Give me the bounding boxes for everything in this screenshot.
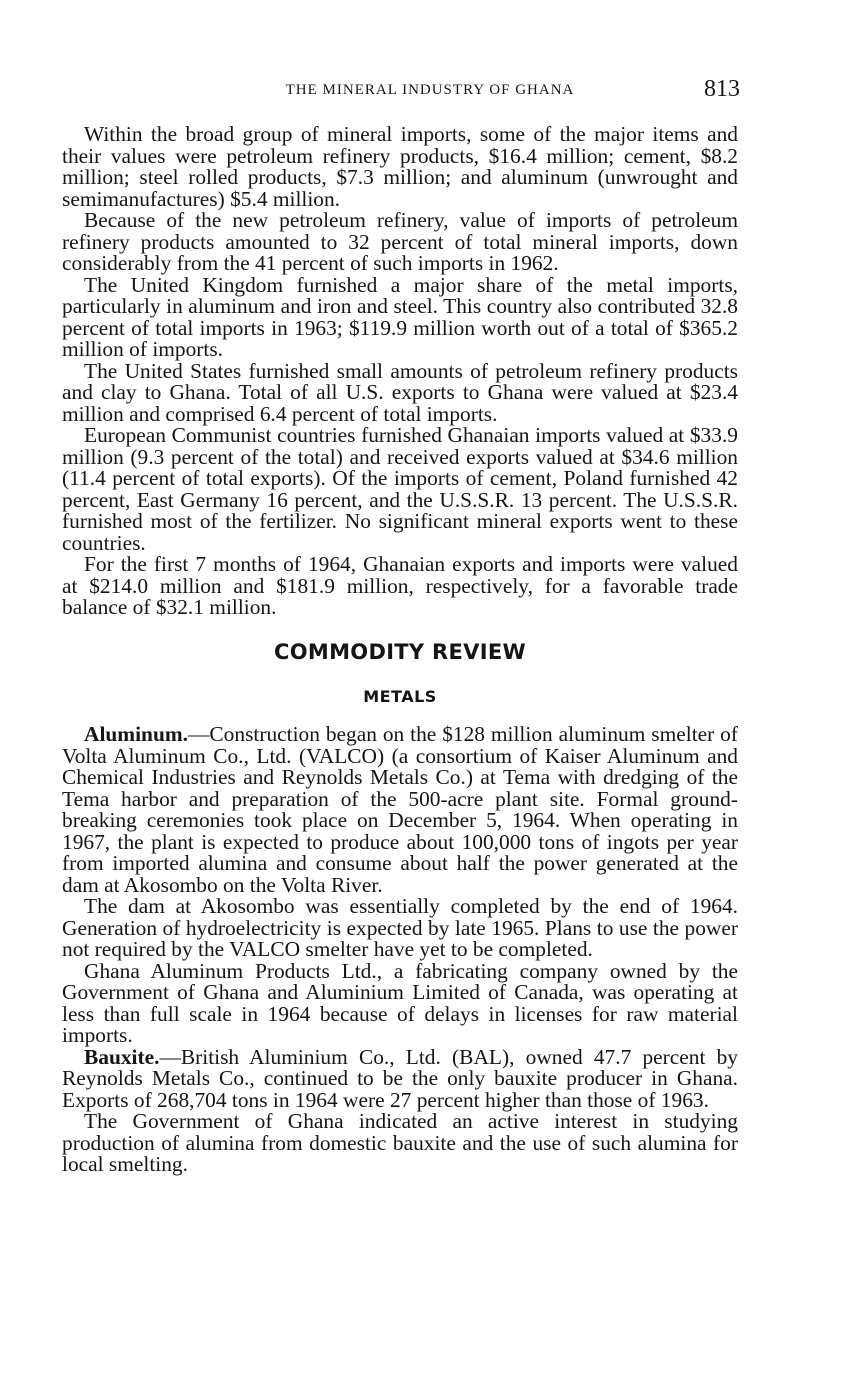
page-number: 813 bbox=[704, 76, 740, 102]
subsection-heading: METALS bbox=[363, 687, 437, 706]
trade-section bbox=[62, 124, 738, 619]
metals-section bbox=[62, 724, 738, 1176]
paragraph-akosombo-dam: The dam at Akosombo was essentially completed by the end of 1964. Generation of hydroelectricity is expected by late 1965. Plans to use the power not required by the VALCO smelter have yet to be completed. bbox=[62, 894, 738, 961]
paragraph-communist-countries: European Communist countries furnished Ghanaian imports valued at $33.9 million (9.3 percent of the total) and received exports valued at $34.6 million (11.4 percent of total exports). Of the imports of cement, Poland furnished 42 percent, East Germany 16 percent, and the U.S.S.R. 13 percent. The U.S.S.R. furnished most of the fertilizer. No significant mineral exports went to these countries. bbox=[62, 423, 738, 555]
paragraph-trade-balance: For the first 7 months of 1964, Ghanaian exports and imports were valued at $214.0 million and $181.9 million, respectively, for a favorable trade balance of $32.1 million. bbox=[62, 552, 738, 619]
paragraph-petroleum-refinery: Because of the new petroleum refinery, value of imports of petroleum refinery products amounted to 32 percent of total mineral imports, down considerably from the 41 percent of such imports in 1962. bbox=[62, 208, 738, 275]
paragraph-mineral-imports: Within the broad group of mineral imports, some of the major items and their values were petroleum refinery products, $16.4 million; cement, $8.2 million; steel rolled products, $7.3 million; and aluminum (unwrought and semimanufactures) $5.4 million. bbox=[62, 122, 738, 211]
run-in-aluminum: Aluminum. bbox=[84, 722, 189, 746]
aluminum-text: —Construction began on the $128 million aluminum smelter of Volta Aluminum Co., Ltd. (VALCO) (a consortium of Kaiser Aluminum and Chemical Industries and Reynolds Metals Co.) at Tema with dredging of the Tema harbor and preparation of the 500-acre plant site. Formal ground-breaking ceremonies took place on December 5, 1964. When operating in 1967, the plant is expected to produce about 100,000 tons of ingots per year from imported alumina and consume about half the power generated at the dam at Akosombo on the Volta River. bbox=[62, 722, 738, 897]
paragraph-alumina-study: The Government of Ghana indicated an active interest in studying production of alumina from domestic bauxite and the use of such alumina for local smelting. bbox=[62, 1109, 738, 1176]
running-title: THE MINERAL INDUSTRY OF GHANA bbox=[285, 82, 575, 98]
run-in-bauxite: Bauxite. bbox=[84, 1044, 160, 1069]
bauxite-text: —British Aluminium Co., Ltd. (BAL), owned 47.7 percent by Reynolds Metals Co., continued to be the only bauxite producer in Ghana. Exports of 268,704 tons in 1964 were 27 percent higher than those of 1963. bbox=[62, 1044, 738, 1112]
paragraph-united-states: The United States furnished small amounts of petroleum refinery products and clay to Ghana. Total of all U.S. exports to Ghana were valued at $23.4 million and comprised 6.4 percent of total imports. bbox=[62, 358, 738, 426]
paragraph-bauxite-producer bbox=[62, 1044, 738, 1112]
running-header bbox=[60, 70, 740, 110]
paragraph-united-kingdom: The United Kingdom furnished a major share of the metal imports, particularly in aluminum and iron and steel. This country also contributed 32.8 percent of total imports in 1963; $119.9 million worth out of a total of $365.2 million of imports. bbox=[62, 272, 738, 361]
paragraph-ghana-aluminum-products: Ghana Aluminum Products Ltd., a fabricating company owned by the Government of Ghana and Aluminium Limited of Canada, was operating at less than full scale in 1964 because of delays in licenses for raw material imports. bbox=[62, 958, 738, 1047]
section-heading: COMMODITY REVIEW bbox=[274, 640, 526, 664]
paragraph-aluminum-smelter bbox=[62, 724, 738, 896]
